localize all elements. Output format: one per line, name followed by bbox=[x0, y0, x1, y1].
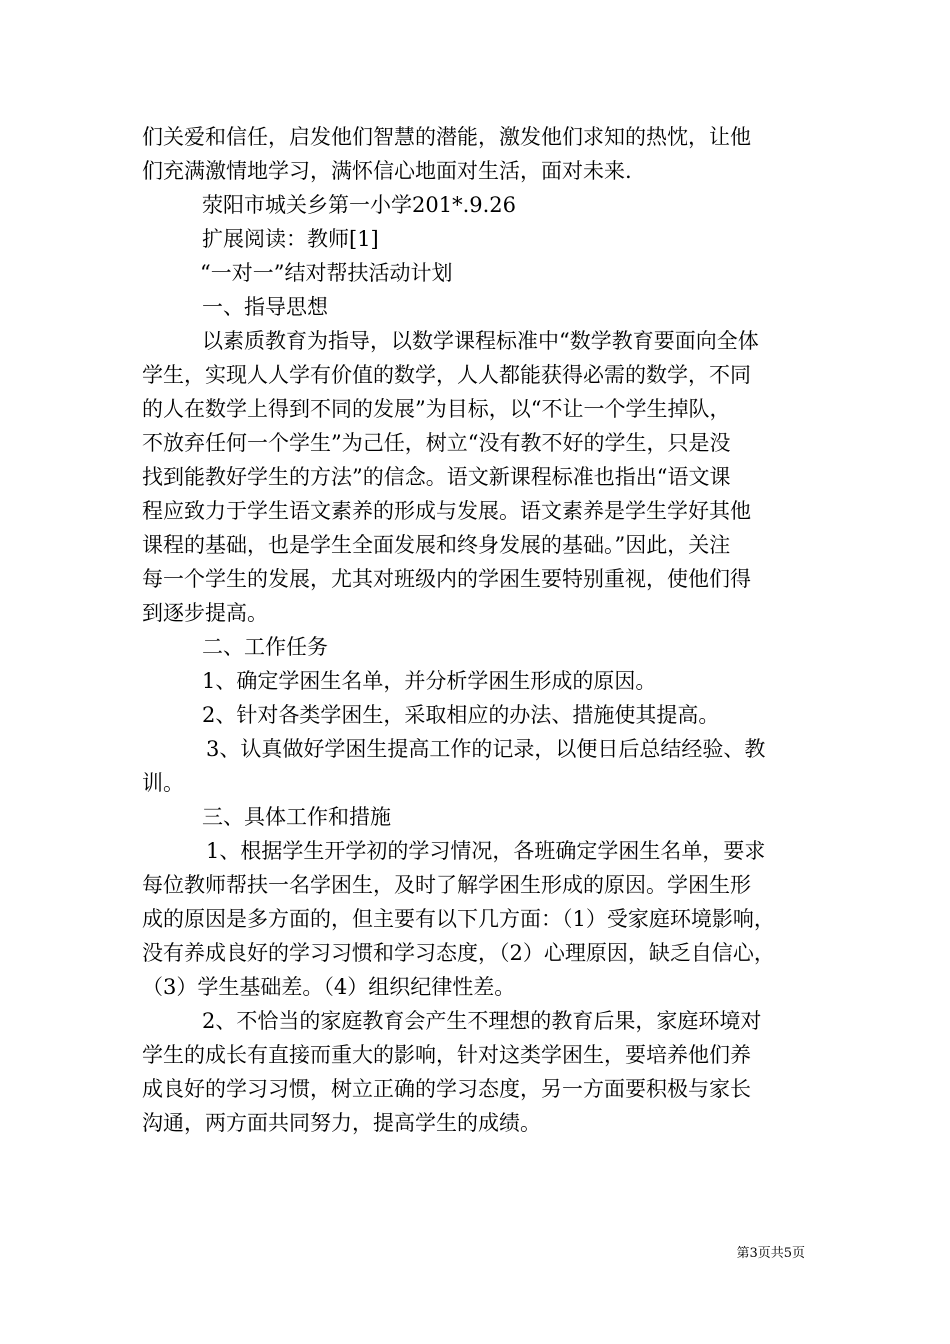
heading-specific-work: 三、具体工作和措施 bbox=[202, 805, 391, 829]
text-line: 学生的成长有直接而重大的影响，针对这类学困生，要培养他们养 bbox=[142, 1043, 751, 1067]
text-line: 学生，实现人人学有价值的数学，人人都能获得必需的数学，不同 bbox=[142, 363, 751, 387]
list-item: 3、认真做好学困生提高工作的记录，以便日后总结经验、教 bbox=[206, 737, 766, 761]
list-item: 2、不恰当的家庭教育会产生不理想的教育后果，家庭环境对 bbox=[202, 1009, 762, 1033]
signature-line: 荥阳市城关乡第一小学201*.9.26 bbox=[202, 193, 517, 217]
text-line: 不放弃任何一个学生”为己任，树立“没有教不好的学生，只是没 bbox=[142, 431, 731, 455]
text-line: （3）学生基础差。（4）组织纪律性差。 bbox=[142, 975, 516, 999]
section-title: “一对一”结对帮扶活动计划 bbox=[200, 261, 453, 285]
extended-reading-label: 扩展阅读：教师[1] bbox=[202, 227, 379, 251]
text-line: 的人在数学上得到不同的发展”为目标，以“不让一个学生掉队， bbox=[142, 397, 731, 421]
text-line: 每一个学生的发展，尤其对班级内的学困生要特别重视，使他们得 bbox=[142, 567, 751, 591]
text-line: 训。 bbox=[142, 771, 184, 795]
text-line: 成的原因是多方面的，但主要有以下几方面：（1）受家庭环境影响， bbox=[142, 907, 775, 931]
text-line: 没有养成良好的学习习惯和学习态度，（2）心理原因，缺乏自信心， bbox=[142, 941, 775, 965]
text-line: 成良好的学习习惯，树立正确的学习态度，另一方面要积极与家长 bbox=[142, 1077, 751, 1101]
list-item: 1、根据学生开学初的学习情况，各班确定学困生名单，要求 bbox=[206, 839, 766, 863]
text-line: 到逐步提高。 bbox=[142, 601, 268, 625]
heading-guiding-thought: 一、指导思想 bbox=[202, 295, 328, 319]
page-number: 第3页共5页 bbox=[736, 1246, 805, 1261]
text-line: 课程的基础，也是学生全面发展和终身发展的基础。”因此，关注 bbox=[142, 533, 731, 557]
text-line: 每位教师帮扶一名学困生，及时了解学困生形成的原因。学困生形 bbox=[142, 873, 751, 897]
text-line: 找到能教好学生的方法”的信念。语文新课程标准也指出“语文课 bbox=[142, 465, 731, 489]
list-item: 1、确定学困生名单，并分析学困生形成的原因。 bbox=[202, 669, 657, 693]
text-line: 沟通，两方面共同努力，提高学生的成绩。 bbox=[142, 1111, 541, 1135]
heading-work-tasks: 二、工作任务 bbox=[202, 635, 328, 659]
list-item: 2、针对各类学困生，采取相应的办法、措施使其提高。 bbox=[202, 703, 720, 727]
document-body bbox=[142, 120, 822, 1140]
text-line: 以素质教育为指导，以数学课程标准中“数学教育要面向全体 bbox=[202, 329, 759, 353]
text-line: 们关爱和信任，启发他们智慧的潜能，激发他们求知的热忱，让他 bbox=[142, 125, 751, 149]
text-line: 们充满激情地学习，满怀信心地面对生活，面对未来. bbox=[142, 159, 632, 183]
text-line: 程应致力于学生语文素养的形成与发展。语文素养是学生学好其他 bbox=[142, 499, 751, 523]
